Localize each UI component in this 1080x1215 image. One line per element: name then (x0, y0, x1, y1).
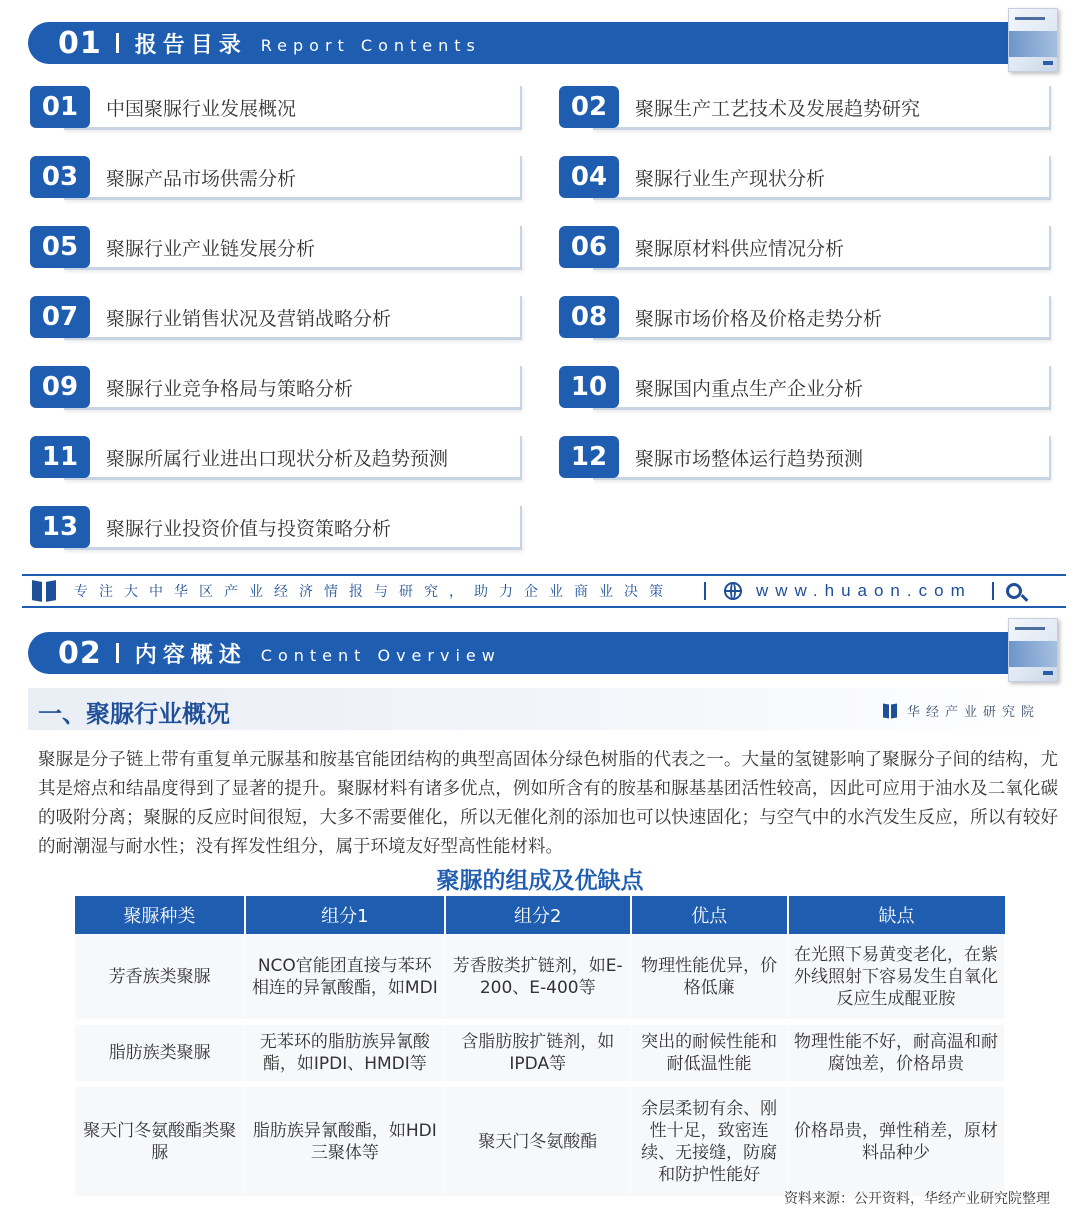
toc-number: 11 (30, 436, 90, 478)
toc-number: 10 (559, 366, 619, 408)
toc-item-06[interactable] (559, 226, 1051, 270)
table-cell: 聚天门冬氨酸酯类聚脲 (75, 1084, 245, 1196)
section-header-content-overview (28, 632, 1058, 674)
toc-number: 05 (30, 226, 90, 268)
subsection-header (28, 688, 1058, 730)
toc-number: 06 (559, 226, 619, 268)
toc-label: 聚脲所属行业进出口现状分析及趋势预测 (106, 448, 449, 470)
book-icon (32, 581, 56, 601)
brand-name: 华经产业研究院 (906, 705, 1040, 720)
column-header: 组分1 (245, 896, 445, 934)
globe-icon (724, 582, 742, 600)
toc-item-03[interactable] (30, 156, 522, 200)
toc-item-13[interactable] (30, 506, 522, 550)
toc-number: 09 (30, 366, 90, 408)
toc-item-12[interactable] (559, 436, 1051, 480)
toc-label: 中国聚脲行业发展概况 (106, 98, 297, 120)
toc-item-01[interactable] (30, 86, 522, 130)
table-header-row (75, 896, 1005, 934)
table-cell: 突出的耐候性能和耐低温性能 (631, 1022, 788, 1084)
table-row (75, 1084, 1005, 1196)
toc-number: 12 (559, 436, 619, 478)
source-note: 资料来源：公开资料，华经产业研究院整理 (784, 1191, 1050, 1207)
table-cell: 芳香族类聚脲 (75, 934, 245, 1022)
slogan-text: 专注大中华区产业经济情报与研究，助力企业商业决策 (74, 584, 674, 600)
book-icon (883, 704, 897, 718)
table-cell: 在光照下易黄变老化，在紫外线照射下容易发生自氧化反应生成醌亚胺 (788, 934, 1005, 1022)
overview-paragraph: 聚脲是分子链上带有重复单元脲基和胺基官能团结构的典型高固体分绿色树脂的代表之一。大量的氢键影响了聚脲分子间的结构，尤其是熔点和结晶度得到了显著的提升。聚脲材料有诸多优点，例如所含有的胺基和脲基基团活性较高，因此可应用于油水及二氧化碳的吸附分离；聚脲的反应时间很短，大多不需要催化，所以无催化剂的添加也可以快速固化；与空气中的水汽发生反应，所以有较好的耐潮湿与耐水性；没有挥发性组分，属于环境友好型高性能材料。 (38, 750, 1058, 857)
table-cell: NCO官能团直接与苯环相连的异氰酸酯，如MDI (245, 934, 445, 1022)
table-cell: 余层柔韧有余、刚性十足，致密连续、无接缝，防腐和防护性能好 (631, 1084, 788, 1196)
toc-number: 04 (559, 156, 619, 198)
toc-item-11[interactable] (30, 436, 522, 480)
website-link[interactable]: www.huaon.com (756, 581, 972, 600)
divider (992, 582, 994, 600)
report-cover-icon (1008, 618, 1058, 682)
table-row (75, 1022, 1005, 1084)
table-cell: 物理性能不好，耐高温和耐腐蚀差，价格昂贵 (788, 1022, 1005, 1084)
column-header: 组分2 (445, 896, 631, 934)
slogan-banner (22, 574, 1066, 608)
table-cell: 脂肪族类聚脲 (75, 1022, 245, 1084)
toc-item-04[interactable] (559, 156, 1051, 200)
section-subtitle: Content Overview (260, 645, 501, 665)
toc-label: 聚脲产品市场供需分析 (106, 168, 297, 190)
column-header: 缺点 (788, 896, 1005, 934)
toc-item-07[interactable] (30, 296, 522, 340)
table-cell: 芳香胺类扩链剂，如E-200、E-400等 (445, 934, 631, 1022)
table-row (75, 934, 1005, 1022)
table-cell: 聚天门冬氨酸酯 (445, 1084, 631, 1196)
toc-number: 02 (559, 86, 619, 128)
toc-label: 聚脲行业生产现状分析 (635, 168, 826, 190)
section-number: 02 (58, 635, 102, 671)
toc-label: 聚脲行业竞争格局与策略分析 (106, 378, 354, 400)
toc-label: 聚脲行业投资价值与投资策略分析 (106, 518, 392, 540)
divider (704, 582, 706, 600)
toc-label: 聚脲国内重点生产企业分析 (635, 378, 864, 400)
toc-item-08[interactable] (559, 296, 1051, 340)
toc-number: 08 (559, 296, 619, 338)
section-header-report-contents (28, 22, 1058, 64)
brand-label (883, 701, 1040, 720)
toc-number: 01 (30, 86, 90, 128)
toc-item-05[interactable] (30, 226, 522, 270)
section-subtitle: Report Contents (260, 35, 481, 55)
toc-number: 07 (30, 296, 90, 338)
column-header: 聚脲种类 (75, 896, 245, 934)
toc-number: 03 (30, 156, 90, 198)
table-cell: 物理性能优异，价格低廉 (631, 934, 788, 1022)
column-header: 优点 (631, 896, 788, 934)
table-title: 聚脲的组成及优缺点 (436, 868, 644, 894)
report-cover-icon (1008, 8, 1058, 72)
toc-label: 聚脲市场价格及价格走势分析 (635, 308, 883, 330)
toc-label: 聚脲原材料供应情况分析 (635, 238, 845, 260)
toc-number: 13 (30, 506, 90, 548)
table-cell: 价格昂贵，弹性稍差，原材料品种少 (788, 1084, 1005, 1196)
toc-item-09[interactable] (30, 366, 522, 410)
divider (116, 643, 119, 663)
table-cell: 含脂肪胺扩链剂，如IPDA等 (445, 1022, 631, 1084)
toc-label: 聚脲生产工艺技术及发展趋势研究 (635, 98, 921, 120)
subsection-title: 一、聚脲行业概况 (38, 700, 230, 728)
section-title: 报告目录 (134, 32, 247, 58)
section-title: 内容概述 (134, 642, 247, 668)
divider (116, 33, 119, 53)
table-cell: 无苯环的脂肪族异氰酸酯，如IPDI、HMDI等 (245, 1022, 445, 1084)
toc-label: 聚脲行业产业链发展分析 (106, 238, 316, 260)
toc-label: 聚脲行业销售状况及营销战略分析 (106, 308, 392, 330)
search-icon[interactable] (1006, 583, 1022, 599)
toc-item-02[interactable] (559, 86, 1051, 130)
composition-table (75, 896, 1005, 1196)
toc-item-10[interactable] (559, 366, 1051, 410)
section-number: 01 (58, 25, 102, 61)
table-cell: 脂肪族异氰酸酯，如HDI三聚体等 (245, 1084, 445, 1196)
toc-label: 聚脲市场整体运行趋势预测 (635, 448, 864, 470)
